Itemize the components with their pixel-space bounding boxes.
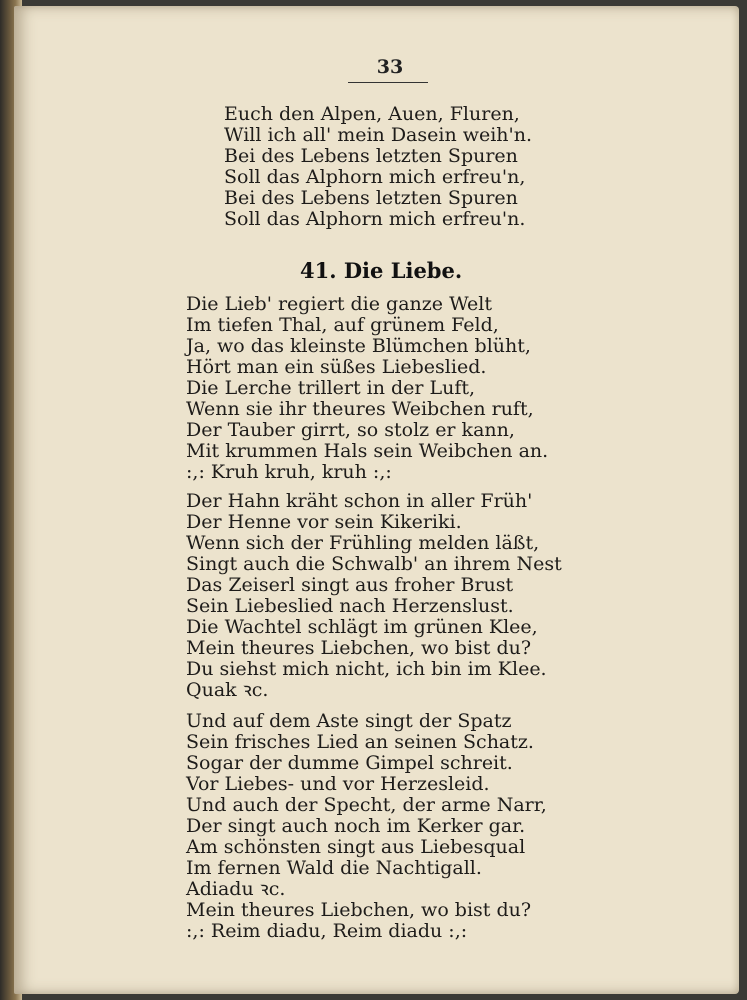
stanza-1 (186, 294, 548, 483)
verse-line: Sogar der dumme Gimpel schreit. (186, 752, 513, 774)
verse-line: Das Zeiserl singt aus froher Brust (186, 574, 514, 596)
verse-line: Singt auch die Schwalb' an ihrem Nest (186, 553, 562, 575)
refrain-line: Adiadu ꝛc. (186, 878, 286, 900)
book-page (14, 6, 739, 994)
verse-line: Bei des Lebens letzten Spuren (224, 187, 518, 209)
verse-line: Du siehst mich nicht, ich bin im Klee. (186, 658, 547, 680)
verse-line: Bei des Lebens letzten Spuren (224, 145, 518, 167)
verse-line: Ja, wo das kleinste Blümchen blüht, (186, 335, 531, 357)
verse-line: Soll das Alphorn mich erfreu'n, (224, 166, 526, 188)
verse-line: Und auch der Specht, der arme Narr, (186, 794, 547, 816)
verse-line: Wenn sie ihr theures Weibchen ruft, (186, 398, 534, 420)
verse-line: Sein Liebeslied nach Herzenslust. (186, 595, 514, 617)
stanza-2 (186, 491, 562, 701)
verse-line: Mein theures Liebchen, wo bist du? (186, 637, 532, 659)
verse-line: Und auf dem Aste singt der Spatz (186, 710, 512, 732)
verse-line: Euch den Alpen, Auen, Fluren, (224, 103, 520, 125)
verse-line: Am schönsten singt aus Liebesqual (186, 836, 526, 858)
verse-line: Hört man ein süßes Liebeslied. (186, 356, 487, 378)
verse-line: Mein theures Liebchen, wo bist du? (186, 899, 532, 921)
verse-line: Die Wachtel schlägt im grünen Klee, (186, 616, 538, 638)
verse-line: Will ich all' mein Dasein weih'n. (224, 124, 533, 146)
verse-line: Die Lieb' regiert die ganze Welt (186, 293, 493, 315)
verse-line: Der Hahn kräht schon in aller Früh' (186, 490, 533, 512)
verse-line: Vor Liebes- und vor Herzesleid. (186, 773, 490, 795)
verse-line: Der Henne vor sein Kikeriki. (186, 511, 462, 533)
verse-line: Sein frisches Lied an seinen Schatz. (186, 731, 534, 753)
song-title: 41. Die Liebe. (300, 258, 463, 283)
refrain-line: :,: Kruh kruh, kruh :,: (186, 461, 392, 483)
page-number-rule (348, 82, 428, 83)
stanza-previous-song (224, 104, 532, 230)
verse-line: Mit krummen Hals sein Weibchen an. (186, 440, 549, 462)
refrain-line: Quak ꝛc. (186, 679, 269, 701)
verse-line: Der singt auch noch im Kerker gar. (186, 815, 526, 837)
verse-line: Im tiefen Thal, auf grünem Feld, (186, 314, 499, 336)
verse-line: Wenn sich der Frühling melden läßt, (186, 532, 540, 554)
verse-line: Die Lerche trillert in der Luft, (186, 377, 476, 399)
verse-line: Soll das Alphorn mich erfreu'n. (224, 208, 526, 230)
stanza-3 (186, 711, 547, 942)
page-number: 33 (376, 56, 404, 78)
verse-line: Im fernen Wald die Nachtigall. (186, 857, 482, 879)
verse-line: Der Tauber girrt, so stolz er kann, (186, 419, 515, 441)
refrain-line: :,: Reim diadu, Reim diadu :,: (186, 920, 468, 942)
